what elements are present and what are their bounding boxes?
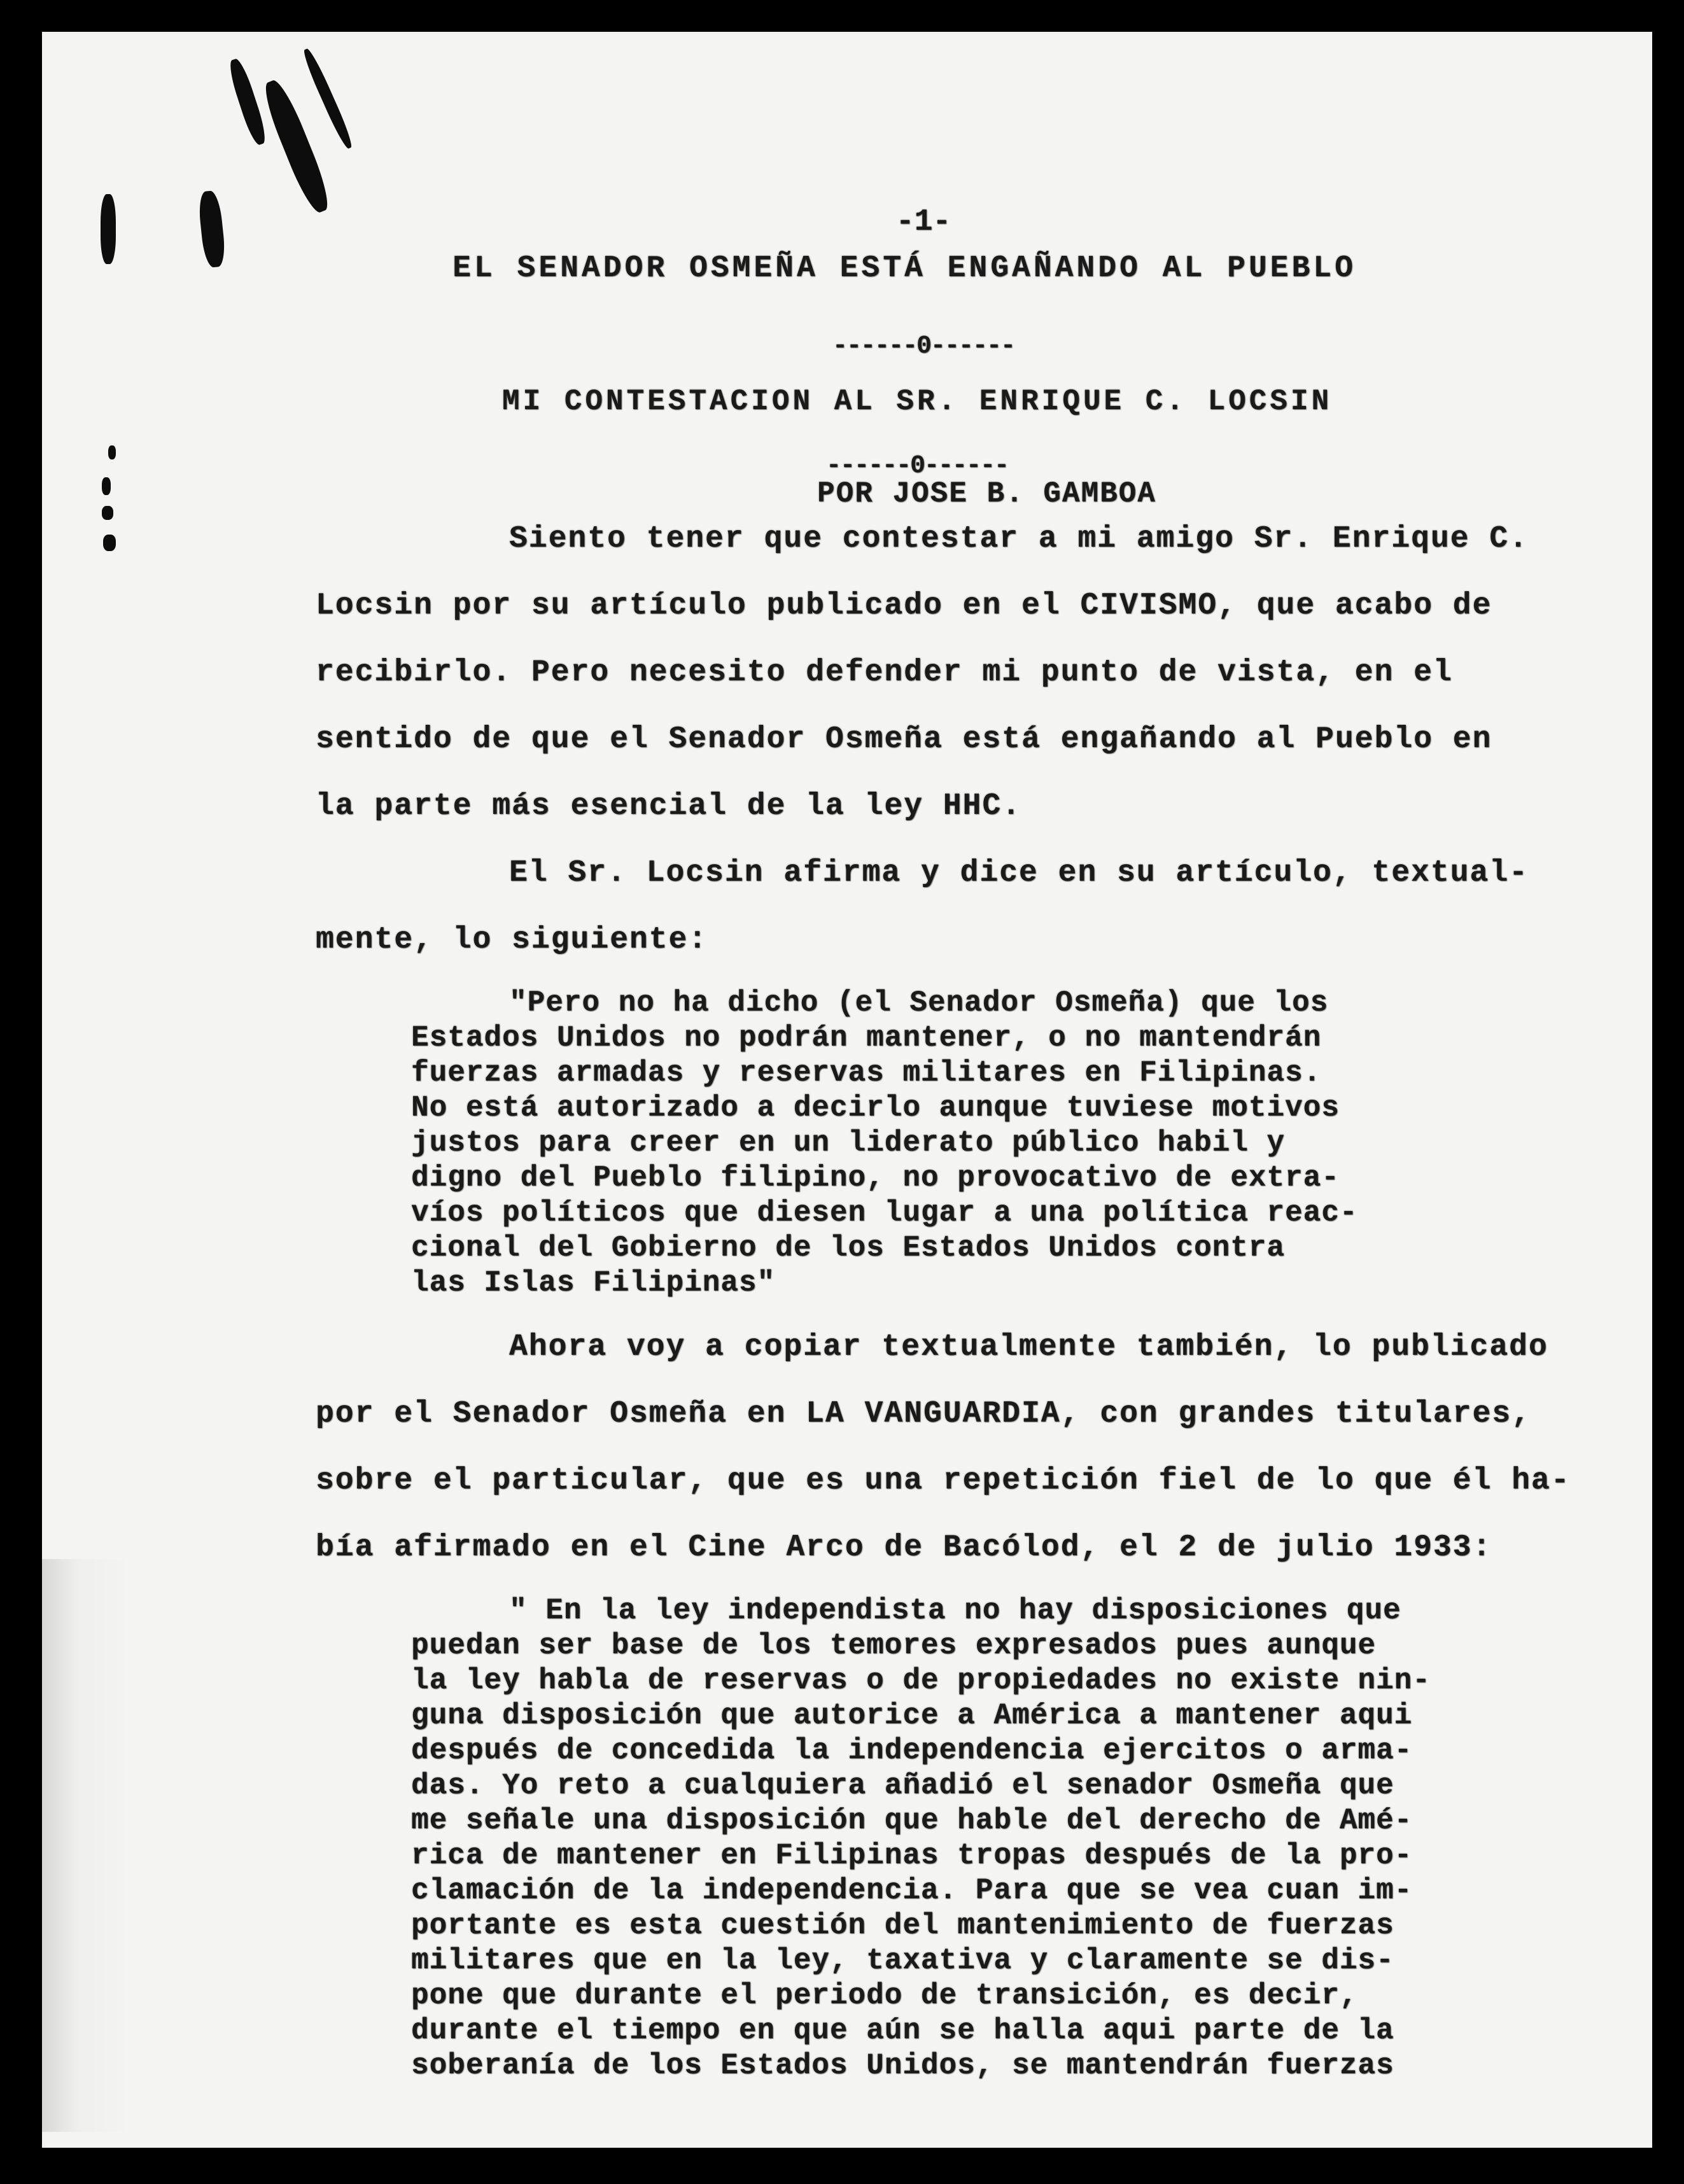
ornament-divider: ------0------ xyxy=(825,452,1009,480)
document-page xyxy=(42,32,1652,2148)
paragraph-line: sobre el particular, que es una repetición fiel de lo que él ha- xyxy=(316,1464,1571,1498)
quote-line: fuerzas armadas y reservas militares en Filipinas. xyxy=(411,1056,1322,1089)
ink-mark xyxy=(102,506,113,520)
quote-line: las Islas Filipinas" xyxy=(411,1266,776,1299)
quote-line: "Pero no ha dicho (el Senador Osmeña) que los xyxy=(509,986,1329,1019)
quote-line: militares que en la ley, taxativa y claramente se dis- xyxy=(411,1944,1394,1977)
paragraph-line: bía afirmado en el Cine Arco de Bacólod, el 2 de julio 1933: xyxy=(316,1530,1492,1565)
ink-mark xyxy=(226,57,269,146)
quote-line: guna disposición que autorice a América a mantener aqui xyxy=(411,1699,1413,1732)
binding-edge xyxy=(42,1559,131,2132)
quote-line: la ley habla de reservas o de propiedades no existe nin- xyxy=(411,1664,1431,1697)
paragraph-line: sentido de que el Senador Osmeña está engañando al Pueblo en xyxy=(316,722,1492,757)
document-title: EL SENADOR OSMEÑA ESTÁ ENGAÑANDO AL PUEBLO xyxy=(453,251,1356,286)
quote-line: portante es esta cuestión del mantenimiento de fuerzas xyxy=(411,1909,1394,1942)
quote-line: puedan ser base de los temores expresados pues aunque xyxy=(411,1629,1377,1662)
ink-mark xyxy=(103,535,116,551)
quote-line: das. Yo reto a cualquiera añadió el senador Osmeña que xyxy=(411,1769,1394,1802)
page-number: -1- xyxy=(895,205,951,239)
paragraph-line: Locsin por su artículo publicado en el CIVISMO, que acabo de xyxy=(316,589,1492,623)
quote-line: víos políticos que diesen lugar a una política reac- xyxy=(411,1196,1358,1229)
quote-line: cional del Gobierno de los Estados Unidos contra xyxy=(411,1231,1286,1264)
ink-mark xyxy=(102,477,111,495)
quote-line: digno del Pueblo filipino, no provocativo de extra- xyxy=(411,1161,1340,1194)
paragraph-line: Siento tener que contestar a mi amigo Sr. Enrique C. xyxy=(509,522,1529,556)
paragraph-line: El Sr. Locsin afirma y dice en su artículo, textual- xyxy=(509,856,1529,890)
paragraph-line: recibirlo. Pero necesito defender mi punto de vista, en el xyxy=(316,655,1453,690)
document-subtitle: MI CONTESTACION AL SR. ENRIQUE C. LOCSIN xyxy=(502,385,1333,418)
quote-line: durante el tiempo en que aún se halla aqui parte de la xyxy=(411,2014,1394,2047)
byline: POR JOSE B. GAMBOA xyxy=(817,477,1156,510)
quote-line: justos para creer en un liderato público habil y xyxy=(411,1126,1286,1159)
quote-line: Estados Unidos no podrán mantener, o no mantendrán xyxy=(411,1021,1322,1054)
quote-line: pone que durante el periodo de transición, es decir, xyxy=(411,1979,1358,2012)
quote-line: soberanía de los Estados Unidos, se mantendrán fuerzas xyxy=(411,2049,1394,2082)
quote-line: me señale una disposición que hable del derecho de Amé- xyxy=(411,1804,1413,1837)
quote-line: " En la ley independista no hay disposiciones que xyxy=(509,1594,1401,1627)
ornament-divider: ------0------ xyxy=(832,332,1015,361)
paragraph-line: la parte más esencial de la ley HHC. xyxy=(316,789,1021,823)
quote-line: No está autorizado a decirlo aunque tuviese motivos xyxy=(411,1091,1340,1124)
paragraph-line: por el Senador Osmeña en LA VANGUARDIA, con grandes titulares, xyxy=(316,1397,1531,1431)
paragraph-line: Ahora voy a copiar textualmente también, lo publicado xyxy=(509,1330,1548,1364)
quote-line: rica de mantener en Filipinas tropas después de la pro- xyxy=(411,1839,1413,1872)
ink-mark xyxy=(300,47,355,151)
paragraph-line: mente, lo siguiente: xyxy=(316,923,708,957)
quote-line: después de concedida la independencia ejercitos o arma- xyxy=(411,1734,1413,1767)
quote-line: clamación de la independencia. Para que se vea cuan im- xyxy=(411,1874,1413,1907)
